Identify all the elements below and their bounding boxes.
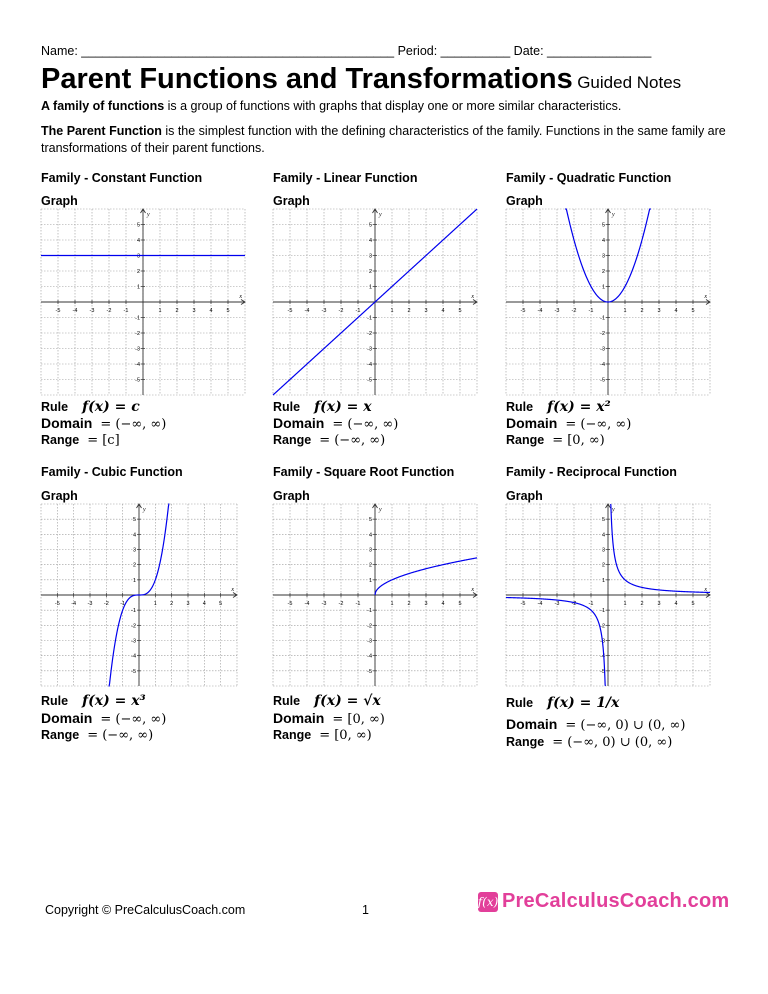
x-tick-label: -5: [287, 601, 293, 607]
x-tick-label: -1: [120, 601, 126, 607]
function-curve: [506, 598, 605, 686]
y-tick-label: 5: [136, 222, 140, 229]
y-tick-label: -2: [367, 623, 372, 630]
x-tick-label: -3: [321, 601, 327, 607]
y-tick-label: 2: [368, 562, 372, 569]
x-tick-label: 2: [640, 601, 644, 607]
x-tick-label: 5: [458, 308, 462, 314]
y-tick-label: -5: [600, 668, 605, 675]
domain-label: Domain: [273, 710, 325, 726]
range-label: Range: [273, 728, 312, 742]
range-label: Range: [41, 728, 80, 742]
domain-row: [41, 710, 166, 727]
x-tick-label: -3: [321, 308, 327, 314]
fx-logo-icon: f(x): [478, 892, 498, 912]
x-tick-label: 2: [407, 308, 411, 314]
range-label: Range: [506, 433, 545, 447]
x-tick-label: 4: [209, 308, 213, 314]
rule-label: Rule: [506, 696, 534, 710]
rule-value: f(x) = x: [314, 399, 372, 415]
page-number: 1: [362, 903, 369, 917]
graph-label: Graph: [506, 489, 543, 503]
y-tick-label: -4: [600, 653, 605, 660]
rule-row: [506, 399, 611, 415]
y-tick-label: 3: [132, 547, 136, 554]
domain-value: = (−∞, ∞): [100, 417, 167, 432]
x-tick-label: -1: [123, 308, 129, 314]
x-tick-label: -1: [355, 601, 361, 607]
x-tick-label: 1: [390, 601, 394, 607]
family-term: A family of functions: [41, 99, 165, 113]
y-tick-label: -4: [367, 362, 372, 368]
x-tick-label: -4: [71, 601, 77, 607]
x-tick-label: -4: [72, 308, 78, 314]
rule-row: [273, 693, 381, 709]
range-value: = (−∞, ∞): [87, 728, 154, 743]
domain-label: Domain: [506, 415, 558, 431]
x-tick-label: -3: [554, 308, 560, 314]
y-tick-label: -2: [367, 331, 372, 337]
x-axis-label: x: [231, 587, 234, 593]
y-tick-label: -3: [600, 346, 605, 353]
domain-row: [506, 415, 631, 432]
brand-logo: [478, 890, 729, 913]
y-tick-label: 1: [368, 284, 372, 291]
x-tick-label: -2: [106, 308, 112, 314]
x-tick-label: 3: [192, 308, 196, 314]
domain-value: = (−∞, ∞): [565, 417, 632, 432]
y-tick-label: 3: [601, 547, 605, 554]
x-tick-label: 3: [186, 601, 190, 607]
x-tick-label: 4: [674, 308, 678, 314]
range-label: Range: [273, 433, 312, 447]
y-axis-label: y: [147, 212, 150, 218]
x-tick-label: 4: [441, 601, 445, 607]
y-tick-label: 4: [136, 238, 140, 244]
x-axis-label: x: [471, 294, 474, 300]
x-tick-label: -1: [588, 308, 594, 314]
family-label: Family - Linear Function: [273, 171, 418, 185]
graph-cubic: [41, 504, 237, 686]
range-row: [273, 433, 385, 448]
range-row: [41, 728, 153, 743]
rule-row: [41, 399, 140, 415]
x-tick-label: -5: [55, 308, 61, 314]
family-label: Family - Square Root Function: [273, 465, 455, 479]
range-value: = [c]: [87, 433, 120, 448]
x-tick-label: -1: [588, 601, 594, 607]
x-tick-label: -5: [287, 308, 293, 314]
x-tick-label: 5: [691, 308, 695, 314]
x-tick-label: -4: [537, 308, 543, 314]
y-tick-label: 5: [132, 517, 136, 524]
domain-label: Domain: [506, 716, 558, 732]
rule-row: [273, 399, 372, 415]
rule-value: f(x) = x²: [547, 399, 611, 415]
x-tick-label: -5: [54, 601, 60, 607]
y-tick-label: -5: [367, 377, 372, 384]
y-tick-label: 4: [601, 532, 605, 539]
x-tick-label: -2: [338, 308, 344, 314]
y-axis-label: y: [612, 507, 615, 513]
y-tick-label: -3: [600, 638, 605, 645]
graph-label: Graph: [273, 194, 310, 208]
rule-label: Rule: [41, 400, 69, 414]
student-info-line: Name: _____________________________________________ Period: __________ Date: _______________: [41, 44, 652, 58]
y-tick-label: -2: [131, 623, 136, 630]
x-tick-label: -4: [304, 308, 310, 314]
range-value: = (−∞, 0) ∪ (0, ∞): [552, 735, 673, 750]
parent-definition-text: is the simplest function with the defining characteristics of the family. Functions in the same family are transformations of their parent functions.: [41, 124, 726, 155]
x-tick-label: 3: [424, 601, 428, 607]
y-tick-label: 2: [601, 269, 605, 275]
x-tick-label: 1: [158, 308, 162, 314]
range-value: = (−∞, ∞): [319, 433, 386, 448]
y-tick-label: 3: [136, 253, 140, 260]
x-tick-label: 3: [424, 308, 428, 314]
x-tick-label: 4: [202, 601, 206, 607]
x-tick-label: 5: [226, 308, 230, 314]
rule-label: Rule: [273, 400, 301, 414]
y-tick-label: -4: [367, 653, 372, 660]
y-tick-label: -1: [600, 608, 605, 615]
x-tick-label: 4: [674, 601, 678, 607]
y-tick-label: -3: [367, 346, 372, 353]
y-tick-label: -1: [367, 315, 372, 322]
y-axis-label: y: [143, 507, 146, 513]
y-tick-label: 1: [601, 577, 605, 584]
y-axis-label: y: [379, 212, 382, 218]
y-tick-label: -1: [131, 608, 136, 615]
x-tick-label: 3: [657, 308, 661, 314]
y-tick-label: -2: [600, 331, 605, 337]
y-tick-label: 2: [132, 562, 136, 569]
graph-label: Graph: [41, 194, 78, 208]
range-value: = [0, ∞): [552, 433, 605, 448]
graph-label: Graph: [41, 489, 78, 503]
graph-quadratic: [506, 209, 710, 395]
y-tick-label: 3: [601, 253, 605, 260]
domain-row: [273, 710, 385, 727]
y-tick-label: -1: [600, 315, 605, 322]
parent-definition: [41, 123, 731, 157]
y-tick-label: 1: [136, 284, 140, 291]
range-row: [41, 433, 120, 448]
family-label: Family - Reciprocal Function: [506, 465, 677, 479]
rule-value: f(x) = c: [82, 399, 140, 415]
y-tick-label: 4: [368, 532, 372, 539]
y-axis-label: y: [612, 212, 615, 218]
x-tick-label: 5: [458, 601, 462, 607]
page-title: [41, 63, 681, 96]
y-tick-label: 5: [601, 517, 605, 524]
x-tick-label: -2: [338, 601, 344, 607]
parent-term: The Parent Function: [41, 124, 162, 138]
y-tick-label: -4: [600, 362, 605, 368]
y-tick-label: 3: [368, 547, 372, 554]
rule-label: Rule: [506, 400, 534, 414]
y-tick-label: -4: [135, 362, 140, 368]
graph-label: Graph: [506, 194, 543, 208]
graph-square-root: [273, 504, 477, 686]
rule-value: f(x) = √x: [314, 693, 381, 709]
y-tick-label: -5: [600, 377, 605, 384]
rule-label: Rule: [41, 694, 69, 708]
x-tick-label: -3: [89, 308, 95, 314]
x-tick-label: -5: [520, 601, 526, 607]
x-tick-label: -3: [554, 601, 560, 607]
x-tick-label: 1: [390, 308, 394, 314]
x-tick-label: 4: [441, 308, 445, 314]
x-tick-label: 2: [407, 601, 411, 607]
x-axis-label: x: [239, 294, 242, 300]
y-tick-label: 5: [601, 222, 605, 229]
x-tick-label: 2: [170, 601, 174, 607]
range-row: [506, 433, 605, 448]
y-tick-label: 5: [368, 222, 372, 229]
domain-label: Domain: [41, 415, 93, 431]
range-row: [506, 735, 672, 750]
y-tick-label: -3: [131, 638, 136, 645]
y-tick-label: 4: [368, 238, 372, 244]
y-tick-label: -1: [367, 608, 372, 615]
range-row: [273, 728, 372, 743]
domain-value: = (−∞, 0) ∪ (0, ∞): [565, 718, 686, 733]
family-definition: [41, 98, 731, 115]
domain-value: = (−∞, ∞): [332, 417, 399, 432]
y-tick-label: 1: [132, 577, 136, 584]
x-axis-label: x: [704, 587, 707, 593]
x-tick-label: -1: [355, 308, 361, 314]
copyright-notice: Copyright © PreCalculusCoach.com: [45, 903, 246, 917]
y-tick-label: -5: [135, 377, 140, 384]
x-tick-label: 5: [691, 601, 695, 607]
x-tick-label: -4: [537, 601, 543, 607]
x-tick-label: -4: [304, 601, 310, 607]
graph-label: Graph: [273, 489, 310, 503]
graph-linear: [273, 209, 477, 395]
y-tick-label: -3: [367, 638, 372, 645]
y-tick-label: -5: [131, 668, 136, 675]
y-tick-label: -4: [131, 653, 136, 660]
domain-row: [273, 415, 398, 432]
range-label: Range: [41, 433, 80, 447]
domain-label: Domain: [273, 415, 325, 431]
graph-reciprocal: [506, 504, 710, 686]
y-tick-label: -5: [367, 668, 372, 675]
rule-value: f(x) = 1/x: [547, 695, 620, 711]
x-tick-label: 5: [219, 601, 223, 607]
family-label: Family - Cubic Function: [41, 465, 183, 479]
rule-label: Rule: [273, 694, 301, 708]
x-tick-label: 1: [623, 308, 627, 314]
domain-label: Domain: [41, 710, 93, 726]
domain-value: = [0, ∞): [332, 712, 385, 727]
y-tick-label: 1: [368, 577, 372, 584]
domain-row: [41, 415, 166, 432]
y-axis-label: y: [379, 507, 382, 513]
rule-row: [506, 695, 619, 711]
x-tick-label: 2: [175, 308, 179, 314]
y-tick-label: 4: [132, 532, 136, 539]
y-tick-label: -3: [135, 346, 140, 353]
rule-value: f(x) = x³: [82, 693, 146, 709]
x-tick-label: 2: [640, 308, 644, 314]
y-tick-label: 2: [601, 562, 605, 569]
y-tick-label: -1: [135, 315, 140, 322]
y-tick-label: 3: [368, 253, 372, 260]
y-tick-label: 2: [136, 269, 140, 275]
y-tick-label: 5: [368, 517, 372, 524]
family-label: Family - Constant Function: [41, 171, 203, 185]
x-tick-label: -2: [103, 601, 109, 607]
graph-constant: [41, 209, 245, 395]
family-label: Family - Quadratic Function: [506, 171, 672, 185]
x-tick-label: -5: [520, 308, 526, 314]
family-definition-text: is a group of functions with graphs that display one or more similar characteristics.: [164, 99, 622, 113]
x-tick-label: 1: [153, 601, 157, 607]
logo-text: PreCalculusCoach.com: [502, 890, 730, 912]
rule-row: [41, 693, 146, 709]
y-tick-label: 2: [368, 269, 372, 275]
x-axis-label: x: [471, 587, 474, 593]
x-tick-label: -3: [87, 601, 93, 607]
x-tick-label: -2: [571, 601, 577, 607]
x-tick-label: 1: [623, 601, 627, 607]
y-tick-label: -2: [135, 331, 140, 337]
domain-value: = (−∞, ∞): [100, 712, 167, 727]
x-tick-label: 3: [657, 601, 661, 607]
y-tick-label: 1: [601, 284, 605, 291]
function-curve: [611, 504, 710, 592]
x-axis-label: x: [704, 294, 707, 300]
domain-row: [506, 716, 685, 733]
title-main: Parent Functions and Transformations: [41, 63, 573, 95]
range-label: Range: [506, 735, 545, 749]
title-sub: Guided Notes: [577, 73, 682, 92]
y-tick-label: 4: [601, 238, 605, 244]
y-tick-label: -2: [600, 623, 605, 630]
x-tick-label: -2: [571, 308, 577, 314]
range-value: = [0, ∞): [319, 728, 372, 743]
